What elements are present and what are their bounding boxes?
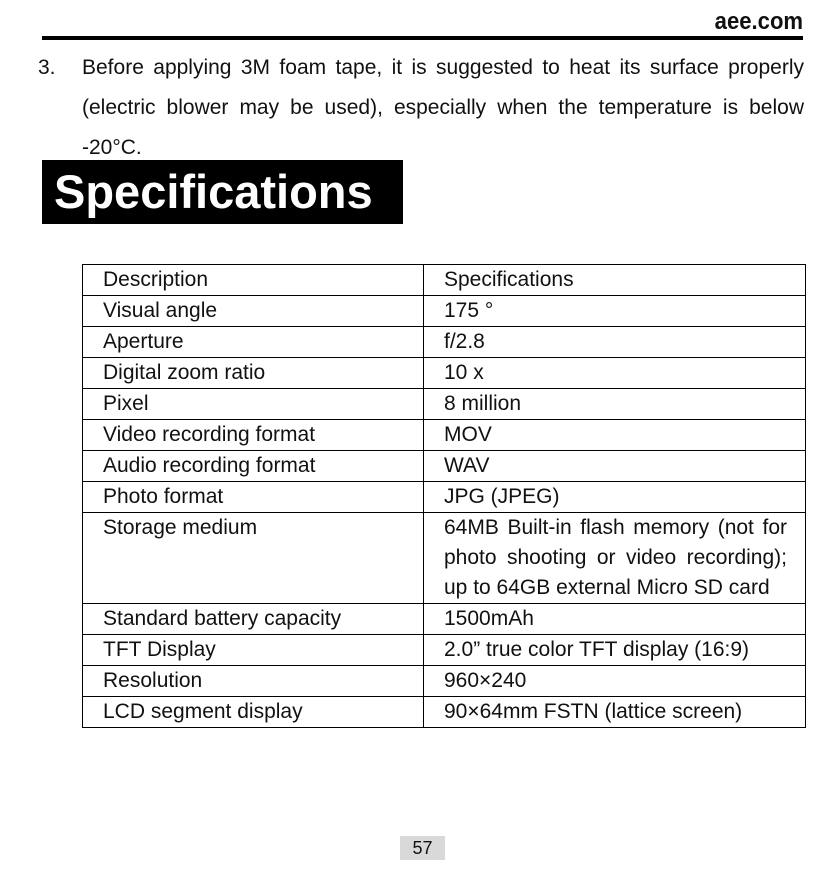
row-label: Storage medium	[83, 513, 424, 604]
column-header-specifications: Specifications	[424, 265, 806, 296]
row-value: 64MB Built-in flash memory (not for photo shooting or video recording); up to 64GB external Micro SD card	[424, 513, 806, 604]
table-row	[83, 697, 806, 728]
row-label: Resolution	[83, 666, 424, 697]
table-row	[83, 635, 806, 666]
row-label: Photo format	[83, 482, 424, 513]
specifications-table	[82, 264, 806, 728]
table-row	[83, 389, 806, 420]
row-value: 90×64mm FSTN (lattice screen)	[424, 697, 806, 728]
table-row	[83, 358, 806, 389]
row-label: Aperture	[83, 327, 424, 358]
table-row	[83, 604, 806, 635]
header-rule	[42, 36, 803, 40]
table-row	[83, 296, 806, 327]
section-heading	[42, 160, 403, 224]
row-label: TFT Display	[83, 635, 424, 666]
row-value: WAV	[424, 451, 806, 482]
note-text: Before applying 3M foam tape, it is suggested to heat its surface properly (electric blower may be used), especially when the temperature is below -20°C.	[82, 56, 804, 159]
row-value: 2.0” true color TFT display (16:9)	[424, 635, 806, 666]
row-value: 1500mAh	[424, 604, 806, 635]
table-row	[83, 451, 806, 482]
row-label: Visual angle	[83, 296, 424, 327]
row-label: Video recording format	[83, 420, 424, 451]
table-row	[83, 666, 806, 697]
table-row	[83, 420, 806, 451]
row-value: 175 °	[424, 296, 806, 327]
row-value: 8 million	[424, 389, 806, 420]
row-label: Digital zoom ratio	[83, 358, 424, 389]
table-header-row	[83, 265, 806, 296]
note-number: 3.	[38, 56, 56, 79]
column-header-description: Description	[83, 265, 424, 296]
row-value: 10 x	[424, 358, 806, 389]
row-label: LCD segment display	[83, 697, 424, 728]
note-item	[38, 48, 804, 168]
row-label: Audio recording format	[83, 451, 424, 482]
page-number: 57	[400, 836, 445, 860]
table-row	[83, 513, 806, 604]
table-row	[83, 327, 806, 358]
brand-logo: aee.com	[714, 8, 803, 35]
section-title: Specifications	[54, 165, 373, 218]
row-value: 960×240	[424, 666, 806, 697]
row-value: JPG (JPEG)	[424, 482, 806, 513]
row-label: Pixel	[83, 389, 424, 420]
row-label: Standard battery capacity	[83, 604, 424, 635]
row-value: MOV	[424, 420, 806, 451]
row-value: f/2.8	[424, 327, 806, 358]
table-row	[83, 482, 806, 513]
